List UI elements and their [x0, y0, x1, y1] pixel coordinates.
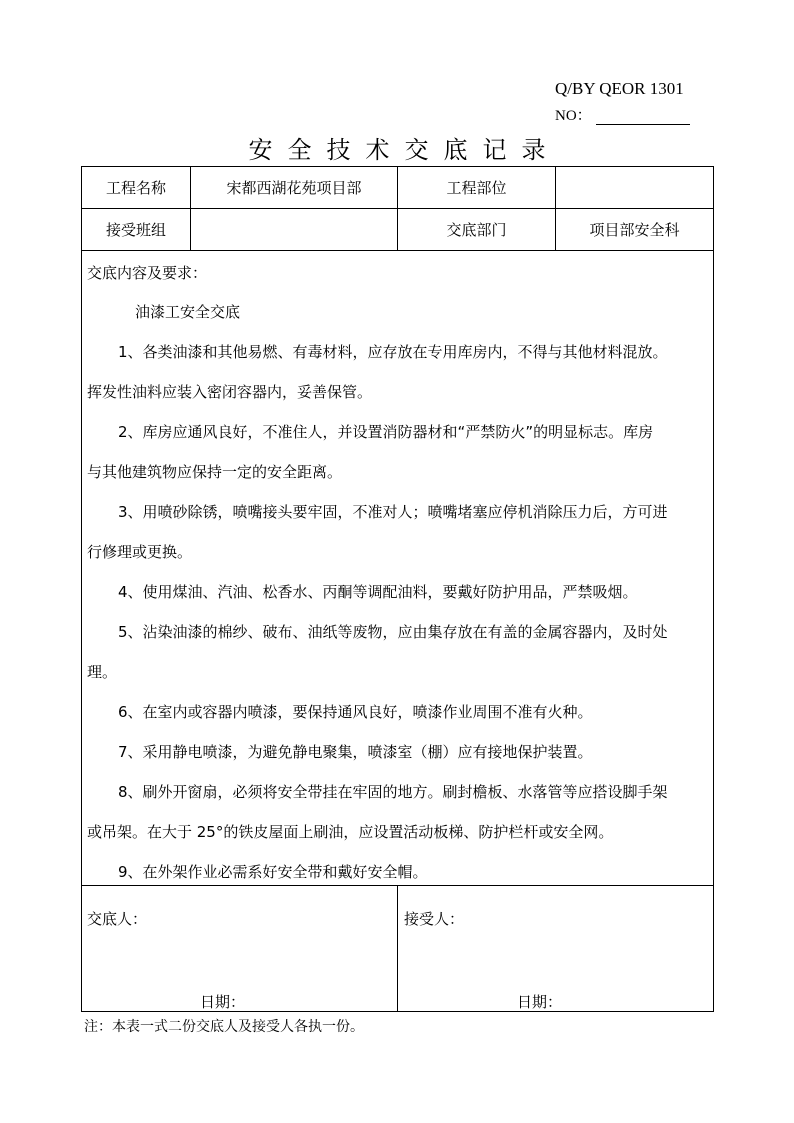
document-code: Q/BY QEOR 1301	[555, 79, 684, 98]
receiving-team-value[interactable]	[191, 209, 397, 250]
content-line: 1、各类油漆和其他易燃、有毒材料，应存放在专用库房内，不得与其他材料混放。	[118, 343, 668, 361]
content-subtitle: 油漆工安全交底	[135, 303, 241, 321]
content-line: 行修理或更换。	[87, 543, 193, 561]
document-number	[555, 104, 690, 125]
content-heading: 交底内容及要求：	[87, 264, 208, 282]
content-line: 4、使用煤油、汽油、松香水、丙酮等调配油料，要戴好防护用品，严禁吸烟。	[118, 583, 638, 601]
disclosure-dept-label: 交底部门	[446, 221, 507, 239]
content-line: 3、用喷砂除锈，喷嘴接头要牢固，不准对人；喷嘴堵塞应停机消除压力后，方可进	[118, 503, 668, 521]
project-name-label: 工程名称	[105, 179, 166, 197]
project-part-label: 工程部位	[446, 179, 507, 197]
receiving-team-label: 接受班组	[105, 221, 166, 239]
discloser-date-label: 日期：	[200, 993, 246, 1011]
number-label: NO：	[555, 108, 592, 124]
number-field[interactable]	[596, 110, 690, 125]
content-line: 7、采用静电喷漆，为避免静电聚集，喷漆室（棚）应有接地保护装置。	[118, 743, 593, 761]
receiver-date-label: 日期：	[517, 993, 563, 1011]
footnote: 注：本表一式二份交底人及接受人各执一份。	[84, 1019, 364, 1035]
content-line: 6、在室内或容器内喷漆，要保持通风良好，喷漆作业周围不准有火种。	[118, 703, 593, 721]
content-line: 8、刷外开窗扇，必须将安全带挂在牢固的地方。刷封檐板、水落管等应搭设脚手架	[118, 783, 668, 801]
discloser-label: 交底人：	[87, 910, 148, 928]
content-line: 2、库房应通风良好，不准住人，并设置消防器材和“严禁防火”的明显标志。库房	[118, 423, 654, 441]
table-border-left	[81, 166, 82, 1012]
content-line: 9、在外架作业必需系好安全带和戴好安全帽。	[118, 863, 428, 881]
content-line: 与其他建筑物应保持一定的安全距离。	[87, 463, 343, 481]
project-name-value[interactable]: 宋都西湖花苑项目部	[226, 179, 362, 197]
table-divider	[397, 885, 398, 1012]
disclosure-dept-value[interactable]: 项目部安全科	[589, 221, 680, 239]
content-line: 理。	[87, 663, 118, 681]
content-line: 5、沾染油漆的棉纱、破布、油纸等废物，应由集存放在有盖的金属容器内，及时处	[118, 623, 668, 641]
project-part-value[interactable]	[556, 167, 713, 208]
receiver-label: 接受人：	[404, 910, 465, 928]
content-line: 或吊架。在大于 25°的铁皮屋面上刷油，应设置活动板梯、防护栏杆或安全网。	[87, 823, 614, 841]
content-line: 挥发性油料应装入密闭容器内，妥善保管。	[87, 383, 373, 401]
page-title: 安全技术交底记录	[248, 136, 561, 164]
